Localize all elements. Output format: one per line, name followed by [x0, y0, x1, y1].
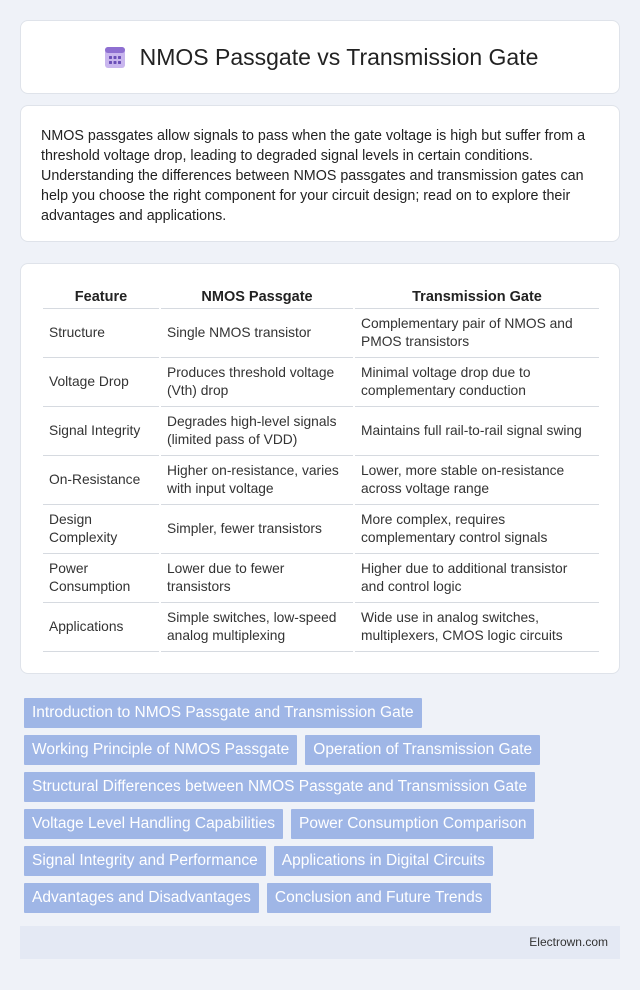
calculator-icon — [102, 44, 128, 70]
intro-text: NMOS passgates allow signals to pass when the gate voltage is high but suffer from a threshold voltage drop, leading to degraded signal levels in certain conditions. Understanding the differences between NMOS passgates and transmission gates can help you choose the right component for your circuit design; read on to explore their advantages and applications. — [41, 128, 586, 224]
tag-link[interactable]: Conclusion and Future Trends — [267, 883, 491, 913]
table-row — [43, 357, 599, 406]
title-card — [20, 20, 620, 94]
tag-link[interactable]: Signal Integrity and Performance — [24, 846, 266, 876]
footer-site-link[interactable]: Electrown.com — [529, 935, 608, 949]
comparison-table-card — [20, 263, 620, 674]
tag-link[interactable]: Working Principle of NMOS Passgate — [24, 735, 297, 765]
cell-tgate: Minimal voltage drop due to complementary conduction — [354, 357, 599, 406]
cell-nmos: Single NMOS transistor — [160, 308, 354, 357]
table-row — [43, 455, 599, 504]
table-row — [43, 602, 599, 651]
tag-link[interactable]: Voltage Level Handling Capabilities — [24, 809, 283, 839]
cell-nmos: Lower due to fewer transistors — [160, 553, 354, 602]
table-row — [43, 406, 599, 455]
tag-row — [24, 735, 624, 765]
table-row — [43, 308, 599, 357]
tag-link[interactable]: Introduction to NMOS Passgate and Transmission Gate — [24, 698, 422, 728]
cell-nmos: Higher on-resistance, varies with input voltage — [160, 455, 354, 504]
table-row — [43, 504, 599, 553]
tag-row — [24, 772, 624, 802]
tag-link[interactable]: Structural Differences between NMOS Passgate and Transmission Gate — [24, 772, 535, 802]
cell-tgate: Complementary pair of NMOS and PMOS transistors — [354, 308, 599, 357]
tag-row — [24, 698, 624, 728]
tag-row — [24, 846, 624, 876]
tag-link[interactable]: Power Consumption Comparison — [291, 809, 534, 839]
cell-feature: Voltage Drop — [43, 357, 160, 406]
tag-row — [24, 883, 624, 913]
topic-tags — [24, 698, 624, 920]
cell-feature: Design Complexity — [43, 504, 160, 553]
header-feature: Feature — [43, 284, 160, 308]
cell-nmos: Simple switches, low-speed analog multiplexing — [160, 602, 354, 651]
intro-card — [20, 105, 620, 242]
header-transmission-gate: Transmission Gate — [354, 284, 599, 308]
cell-nmos: Produces threshold voltage (Vth) drop — [160, 357, 354, 406]
cell-tgate: Higher due to additional transistor and control logic — [354, 553, 599, 602]
cell-tgate: More complex, requires complementary control signals — [354, 504, 599, 553]
cell-feature: Power Consumption — [43, 553, 160, 602]
cell-nmos: Simpler, fewer transistors — [160, 504, 354, 553]
cell-tgate: Maintains full rail-to-rail signal swing — [354, 406, 599, 455]
footer — [20, 926, 620, 959]
cell-feature: Structure — [43, 308, 160, 357]
cell-tgate: Lower, more stable on-resistance across voltage range — [354, 455, 599, 504]
tag-link[interactable]: Applications in Digital Circuits — [274, 846, 493, 876]
table-row — [43, 553, 599, 602]
cell-feature: On-Resistance — [43, 455, 160, 504]
page-title: NMOS Passgate vs Transmission Gate — [139, 43, 539, 70]
cell-feature: Signal Integrity — [43, 406, 160, 455]
tag-link[interactable]: Operation of Transmission Gate — [305, 735, 540, 765]
cell-tgate: Wide use in analog switches, multiplexers, CMOS logic circuits — [354, 602, 599, 651]
cell-nmos: Degrades high-level signals (limited pass of VDD) — [160, 406, 354, 455]
cell-feature: Applications — [43, 602, 160, 651]
tag-row — [24, 809, 624, 839]
tag-link[interactable]: Advantages and Disadvantages — [24, 883, 259, 913]
comparison-table — [43, 284, 599, 652]
table-header-row — [43, 284, 599, 308]
header-nmos-passgate: NMOS Passgate — [160, 284, 354, 308]
